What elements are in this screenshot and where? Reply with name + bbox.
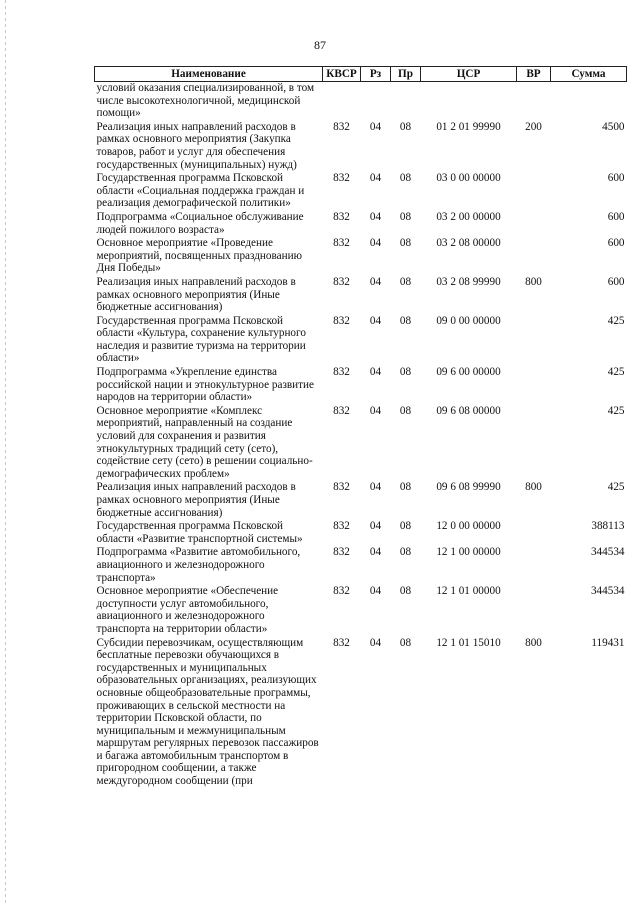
cell-vr [517,546,551,585]
cell-rz: 04 [369,585,382,598]
header-csr: ЦСР [421,67,517,82]
cell-csr: 03 2 08 00000 [436,237,501,250]
cell-kvsr: 832 [333,636,350,649]
cell-csr: 03 2 00 00000 [436,210,501,223]
cell-pr: 08 [399,314,412,327]
cell-pr: 08 [399,520,412,533]
scan-edge-mark [5,0,6,905]
cell-vr: 800 [525,275,542,288]
cell-kvsr: 832 [333,210,350,223]
cell-name: условий оказания специализированной, в том числе высокотехнологичной, медицинской помощи» [96,82,315,120]
cell-rz: 04 [369,237,382,250]
cell-vr [517,315,551,366]
cell-vr [517,237,551,276]
cell-kvsr: 832 [333,237,350,250]
cell-name: Реализация иных направлений расходов в рамках основного мероприятия (Иные бюджетные ассигнования) [96,481,296,519]
header-sum: Сумма [551,67,627,82]
cell-pr: 08 [399,636,412,649]
cell-csr [421,82,517,121]
cell-rz: 04 [369,314,382,327]
table-header-row [95,67,627,82]
cell-kvsr: 832 [333,172,350,185]
cell-vr [517,366,551,405]
cell-name: Основное мероприятие «Проведение мероприятий, посвященных празднованию Дня Победы» [96,237,302,275]
table-row [95,637,627,789]
cell-pr: 08 [399,546,412,559]
cell-pr: 08 [399,210,412,223]
cell-pr: 08 [399,237,412,250]
cell-pr: 08 [399,366,412,379]
cell-pr: 08 [399,404,412,417]
header-vr: ВР [517,67,551,82]
cell-rz [361,82,391,121]
cell-name: Подпрограмма «Укрепление единства российской нации и этнокультурное развитие народов на территории области» [96,366,314,404]
cell-name: Субсидии перевозчикам, осуществляющим бесплатные перевозки обучающихся в государственных и муниципальных образовательных организациях, реализующих основные общеобразовательные программы, проживающих в сельской местности на территории Псковской области, по муниципальным и межмуниципальным маршрутам регулярных перевозок пассажиров и багажа автомобильным транспортом в пригородном сообщении, а также междугородном сообщении (при [96,636,319,788]
table-row [95,211,627,237]
cell-name: Государственная программа Псковской области «Культура, сохранение культурного наследия и развитие туризма на территории области» [96,314,306,365]
cell-rz: 04 [369,481,382,494]
cell-csr: 09 6 00 00000 [436,366,501,379]
cell-rz: 04 [369,546,382,559]
cell-csr: 12 1 00 00000 [436,546,501,559]
cell-csr: 09 0 00 00000 [436,314,501,327]
table-row [95,405,627,482]
cell-sum: 344534 [590,546,625,559]
cell-name: Государственная программа Псковской области «Социальная поддержка граждан и реализация демографической политики» [96,172,305,210]
cell-rz: 04 [369,636,382,649]
cell-pr: 08 [399,585,412,598]
cell-kvsr: 832 [333,404,350,417]
cell-rz: 04 [369,120,382,133]
cell-vr [517,82,551,121]
cell-vr [517,585,551,636]
header-pr: Пр [391,67,421,82]
cell-name: Основное мероприятие «Обеспечение доступности услуг автомобильного, авиационного и железнодорожного транспорта на территории области» [96,585,279,635]
cell-kvsr: 832 [333,481,350,494]
cell-rz: 04 [369,172,382,185]
cell-rz: 04 [369,520,382,533]
cell-sum: 4500 [602,120,625,133]
cell-rz: 04 [369,404,382,417]
cell-sum: 425 [607,366,625,379]
table-row [95,546,627,585]
cell-csr: 12 1 01 00000 [436,585,501,598]
cell-pr [391,82,421,121]
cell-kvsr: 832 [333,120,350,133]
cell-name: Реализация иных направлений расходов в рамках основного мероприятия (Закупка товаров, работ и услуг для обеспечения государственных (муниципальных) нужд) [96,120,297,171]
cell-csr: 03 0 00 00000 [436,172,501,185]
cell-sum: 600 [607,237,625,250]
cell-csr: 12 0 00 00000 [436,520,501,533]
cell-vr [517,211,551,237]
cell-vr: 800 [525,481,542,494]
cell-vr: 200 [525,120,542,133]
cell-vr [517,520,551,546]
table-row [95,366,627,405]
cell-csr: 12 1 01 15010 [436,636,501,649]
budget-table [94,66,627,789]
cell-kvsr: 832 [333,275,350,288]
cell-kvsr: 832 [333,585,350,598]
table-row [95,481,627,520]
table-row [95,172,627,211]
cell-rz: 04 [369,275,382,288]
cell-vr: 800 [525,636,542,649]
header-kvsr: КВСР [323,67,361,82]
header-rz: Рз [361,67,391,82]
cell-pr: 08 [399,172,412,185]
header-name: Наименование [95,67,323,82]
table-row [95,520,627,546]
cell-sum: 425 [607,481,625,494]
cell-csr: 09 6 08 00000 [436,404,501,417]
cell-name: Государственная программа Псковской области «Развитие транспортной системы» [96,520,303,545]
cell-pr: 08 [399,275,412,288]
cell-csr: 09 6 08 99990 [436,481,501,494]
cell-sum: 425 [607,404,625,417]
cell-sum: 425 [607,314,625,327]
cell-pr: 08 [399,120,412,133]
table-row [95,276,627,315]
cell-kvsr [323,82,361,121]
cell-kvsr: 832 [333,546,350,559]
cell-sum: 344534 [590,585,625,598]
page-number: 87 [314,38,326,52]
table-row [95,82,627,121]
cell-pr: 08 [399,481,412,494]
cell-sum: 119431 [591,636,625,649]
cell-sum: 600 [607,172,625,185]
cell-name: Основное мероприятие «Комплекс мероприятий, направленный на создание условий для сохранения и развития этнокультурных традиций сету (сето), содействие сету (сето) в решении социально-демографических проблем» [96,404,313,480]
cell-name: Подпрограмма «Развитие автомобильного, авиационного и железнодорожного транспорта» [96,546,301,584]
cell-kvsr: 832 [333,520,350,533]
cell-kvsr: 832 [333,314,350,327]
cell-rz: 04 [369,366,382,379]
cell-sum: 600 [607,210,625,223]
cell-name: Подпрограмма «Социальное обслуживание людей пожилого возраста» [96,210,304,236]
table-row [95,585,627,636]
cell-rz: 04 [369,210,382,223]
table-row [95,121,627,172]
cell-csr: 01 2 01 99990 [436,120,501,133]
table-row [95,237,627,276]
cell-sum: 388113 [591,520,625,533]
cell-name: Реализация иных направлений расходов в рамках основного мероприятия (Иные бюджетные ассигнования) [96,275,296,314]
cell-sum [551,82,627,121]
cell-vr [517,172,551,211]
cell-vr [517,405,551,482]
cell-kvsr: 832 [333,366,350,379]
cell-sum: 600 [607,275,625,288]
table-row [95,315,627,366]
cell-csr: 03 2 08 99990 [436,275,501,288]
